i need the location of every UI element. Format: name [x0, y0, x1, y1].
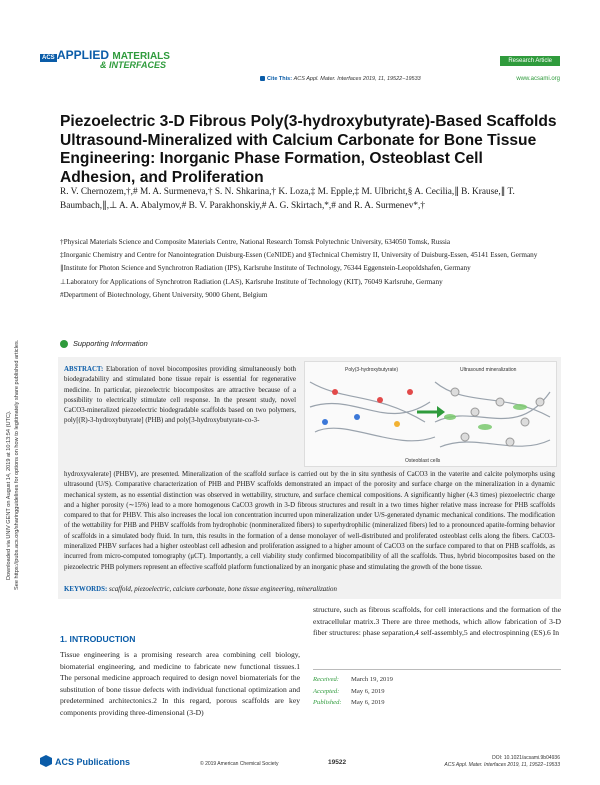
article-title: Piezoelectric 3-D Fibrous Poly(3-hydroxybutyrate)-Based Scaffolds Ultrasound-Mineralized with Calcium Carbonate for Bone Tissue Engineering: Inorganic Phase Formation, Osteoblast Cell Adhesion, and Proliferation: [60, 113, 557, 186]
fiber-mesh: [310, 382, 550, 447]
acs-hex-icon: [40, 755, 52, 767]
download-notice: Downloaded via UNIV GENT on August 14, 2019 at 10:13:54 (UTC).: [6, 410, 12, 580]
citation-line[interactable]: Cite This: ACS Appl. Mater. Interfaces 2019, 11, 19522−19533: [260, 76, 421, 82]
toc-label-polymer: Poly(3-hydroxybutyrate): [345, 367, 399, 373]
abstract-label: ABSTRACT:: [64, 366, 104, 373]
supporting-information-link[interactable]: Supporting Information: [60, 339, 148, 348]
intro-text-left: Tissue engineering is a promising research area combining cell biology, biomaterial engineering, and medicine to fabricate new functional tissues.1 The personal medicine approach required to design novel biomaterials for the substitution of bone tissue defects with individual functional optimization and predetermined architectonics.2 In this regard, porous scaffolds are key components providing three-dimensional (3-D): [60, 650, 300, 717]
process-arrow-head: [437, 406, 445, 418]
affiliation: †Physical Materials Science and Composite Materials Centre, National Research Tomsk Polytechnic University, 634050 Tomsk, Russia: [60, 238, 451, 246]
keywords-label: KEYWORDS:: [64, 586, 108, 593]
journal-header: [40, 48, 560, 82]
journal-reference: ACS Appl. Mater. Interfaces 2019, 11, 19522−19533: [444, 762, 560, 768]
abstract-text-part2: hydroxyvalerate] (PHBV), are presented. Mineralization of the scaffold surface is carried out by the in situ synthesis of CaCO3 in the vaterite and calcite polymorphs using ultrasound (U/S). Comparative characterization of PHB and PHBV scaffolds demonstrated an impact of the porosity and surface charge on the mineralization in a dynamic mechanical system, as no essential distinction was observed in wettability, structure, and surface chemical compositions. A significantly higher (4.3 times) piezoelectric charge and a higher porosity (∼15%) lead to a more homogenous CaCO3 growth in 3-D fibrous structures and result in a two times higher relative mass increase for PHB scaffolds compared to that for PHBV. This also increases the local ion concentration incurred upon mineralization under U/S-generated dynamic mechanical conditions. The modification of the wettability for PHB and PHBV scaffolds from hydrophobic (nonmineralized fibers) to superhydrophilic (mineralized fibers) led to a pronounced apatite-forming behavior of scaffolds in a simulated body fluid. In turn, this results in the formation of a dense monolayer of well-distributed and proliferated osteoblast cells along the fibers. CaCO3-mineralized PHBV surfaces had a higher osteoblast cell adhesion and proliferation assigned to a higher amount of CaCO3 on the surface compared to that on PHB scaffolds, as incurred from micro-computed tomography (μCT). Importantly, a cell viability study confirmed biocompatibility of all the scaffolds. Thus, hybrid biocomposites based on the piezoelectric PHB polymers represent an effective scaffold platform functionalized by an inorganic phase and stimulating the growth of the bone tissue.: [64, 471, 555, 571]
publication-dates: [313, 669, 561, 709]
affiliation: #Department of Biotechnology, Ghent University, 9000 Ghent, Belgium: [60, 290, 268, 299]
affiliation: ⊥Laboratory for Applications of Synchrotron Radiation (LAS), Karlsruhe Institute of Technology (KIT), 76049 Karlsruhe, Germany: [60, 277, 443, 286]
intro-text-right: structure, such as fibrous scaffolds, for cell interactions and the formation of the extracellular matrix.3 There are three methods, which allow fabrication of 3-D fiber structures: phase separation,4 self-assembly,5 and electrospinning (ES).6 In: [313, 605, 561, 637]
toc-graphic: [304, 361, 557, 467]
affiliations: [60, 237, 560, 303]
keywords-list: scaffold, piezoelectric, calcium carbonate, bone tissue engineering, mineralization: [109, 586, 337, 593]
keywords: [64, 586, 555, 593]
published-date: Published: May 6, 2019: [313, 699, 385, 707]
toc-label-mineralization: Ultrasound mineralization: [460, 367, 517, 373]
doi-info[interactable]: [444, 755, 560, 769]
toc-label-cells: Osteoblast cells: [405, 458, 441, 464]
acs-publications-logo: ACS Publications: [40, 755, 130, 767]
author-names: R. V. Chernozem,†,# M. A. Surmeneva,† S. N. Shkarina,† K. Loza,‡ M. Epple,‡ M. Ulbricht,§ A. Cecilia,∥ B. Krause,∥ T. Baumbach,∥,⊥ A. A. Abalymov,# B. V. Parakhonskiy,# A. G. Skirtach,*,# and R. A. Surmenev*,†: [60, 187, 515, 211]
toc-graphic-illustration: [305, 362, 556, 466]
affiliation: ∥Institute for Photon Science and Synchrotron Radiation (IPS), Karlsruhe Institute of Technology, 76344 Eggenstein-Leopoldshafen, Germany: [60, 264, 471, 273]
page-footer: [40, 753, 560, 775]
acs-logo-badge: ACS: [42, 55, 55, 61]
journal-logo-title: APPLIED MATERIALS: [57, 48, 170, 62]
author-list: [60, 186, 560, 213]
received-date: Received: March 19, 2019: [313, 676, 393, 683]
article-type-badge: Research Article: [500, 56, 560, 66]
cite-icon: [260, 76, 265, 81]
copyright: © 2019 American Chemical Society: [200, 761, 279, 767]
abstract-text-part1: ABSTRACT: Elaboration of novel biocomposites providing simultaneously both biodegradability and stimulated bone tissue repair is essential for regenerative medicine. In particular, piezoelectric biocomposites are attractive because of a possibility to electrically stimulate cell response. In the present study, novel CaCO3-mineralized piezoelectric biodegradable scaffolds based on two polymers, poly[(R)-3-hydroxybutyrate] (PHB) and poly[3-hydroxybutyrate-co-3-: [64, 366, 296, 425]
abstract-box: [58, 357, 561, 599]
journal-website-link[interactable]: www.acsami.org: [516, 76, 560, 82]
sharing-guidelines-notice: See https://pubs.acs.org/sharingguidelines for options on how to legitimately share published articles.: [14, 339, 20, 590]
accepted-date: Accepted: May 6, 2019: [313, 687, 385, 695]
section-heading-introduction: 1. INTRODUCTION: [60, 634, 136, 644]
journal-logo-subtitle: & INTERFACES: [100, 60, 167, 70]
side-margin-notice: [4, 210, 44, 590]
page-number: 19522: [328, 759, 347, 766]
supporting-info-icon: [60, 340, 68, 348]
affiliation: ‡Inorganic Chemistry and Centre for Nanointegration Duisburg-Essen (CeNIDE) and §Technical Chemistry II, University of Duisburg-Essen, 45141 Essen, Germany: [60, 251, 538, 260]
doi-link[interactable]: DOI: 10.1021/acsami.9b04936: [492, 755, 560, 761]
